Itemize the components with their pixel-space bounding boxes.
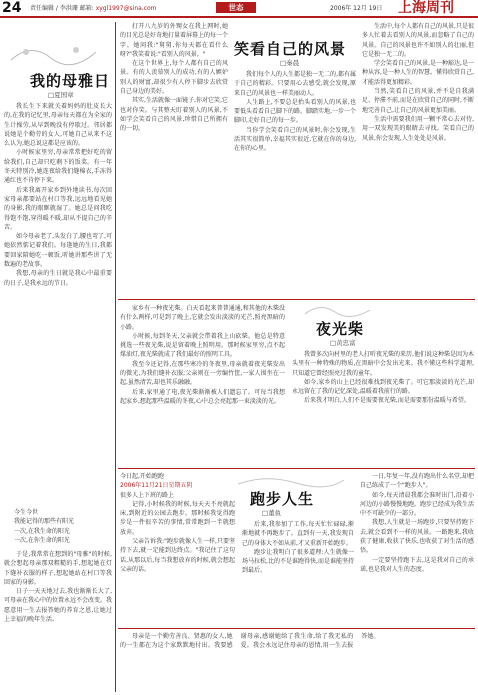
poem-line: 一次,在我生命的阳光	[14, 527, 70, 535]
paragraph: 后来我离开家乡到外地读书,每次回家母亲都要站在村口等我,远远地看见她的身影,我的眼眶就湿了。她总是问我吃得饱不饱,穿得暖不暖,却从不提自己的辛苦。	[4, 186, 112, 231]
paragraph: 后来,我参加了工作,每天忙忙碌碌,渐渐地就不再跑步了。直到有一天,我发现自己的身体大不如从前,才又重新开始跑步。	[242, 521, 354, 547]
section-divider	[118, 468, 475, 469]
article-body	[120, 22, 228, 297]
publication-brand: 上海周刊	[398, 0, 454, 16]
paragraph: 一日,年复一年,没有跑出什么名堂,却把自己练成了一个"跑步人"。	[360, 473, 474, 490]
poem-line: 今生今世	[14, 509, 39, 516]
article-title: 我的母雅日	[30, 72, 111, 90]
article-body	[4, 550, 112, 690]
article-title: 笑看自己的风景	[234, 40, 347, 58]
article-body	[4, 102, 112, 502]
article-title: 跑步人生	[250, 490, 315, 508]
paragraph: 我们每个人的人生都是独一无二的,都有属于自己的精彩。只要用心去感受,就会发现,原来自己的风景也一样美丽动人。	[234, 71, 356, 97]
article-body	[362, 22, 474, 297]
editor-info	[30, 3, 157, 12]
dateline: 今日起,开始跑跑	[120, 473, 164, 480]
paragraph: 小时候家里穷,母亲常常把好吃的留给我们,自己却只吃剩下的饭菜。有一年冬天特别冷,她连夜给我们缝棉衣,手冻得通红也不肯停下来。	[4, 149, 112, 185]
floral-decoration	[6, 40, 106, 68]
section-divider	[118, 628, 475, 629]
paragraph: 后来,家里通了电,夜光柴渐渐被人们遗忘了。可每当我想起家乡,想起那些温暖的冬夜,心中总会亮起那一束淡淡的光。	[120, 388, 285, 405]
paragraph: 记得,小时候我的时候,每天天不亮就起床,到附近的公园去跑步。那时候我觉得跑步是一件很辛苦的事情,常常跑到一半就想放弃。	[120, 500, 235, 536]
paragraph: 于是,我常常在想到的"母雅"的时候,就会想起母亲那双粗糙的手,想起她在灯下缝补衣服的样子,想起她站在村口等我回家的身影。	[4, 551, 112, 586]
paragraph: 学会笑看自己的风景,是一种豁达,是一种从容,是一种人生的智慧。懂得欣赏自己,才能活得更加精彩。	[362, 60, 474, 86]
article-title: 夜光柴	[316, 320, 365, 338]
dateline: 2006年11月21日星期五阴	[120, 482, 193, 490]
swirl-decoration	[300, 302, 390, 320]
paragraph: 打开八九岁的外甥女在我上网时,她的目光总是好奇地打量着屏幕上的每一个字。她问我:"舅舅,你每天都在看什么呀?"我笑着说:"看别人的风景。"	[120, 23, 228, 58]
paragraph: 如今,家乡的山上已经很难找到夜光柴了。可它那淡淡的光芒,却永远留在了我的记忆深处,温暖着我前行的路。	[292, 378, 474, 396]
poem	[14, 508, 112, 548]
article-author: □秦晨	[280, 59, 300, 67]
section-divider	[118, 299, 475, 300]
paragraph: 我至今还记得,在那些寒冷的冬夜里,母亲就着夜光柴发出的微光,为我们缝补衣服;父亲则在一旁编竹筐,一家人围坐在一起,虽然清苦,却也其乐融融。	[120, 360, 285, 387]
swirl-decoration	[236, 474, 346, 488]
article-author: □黄忠富	[330, 339, 356, 347]
section-label: 世态	[216, 2, 256, 13]
article-body	[120, 304, 285, 466]
paragraph: 小时候,每到冬天,父亲就会带着我上山砍柴。他总是特意挑选一些夜光柴,说是留着晚上照明用。那时候家里穷,点不起煤油灯,夜光柴就成了我们最好的照明工具。	[120, 332, 285, 359]
article-author: □夏国章	[48, 91, 74, 99]
paragraph: 母亲是一个勤劳善良、贤惠的女人,她的一生都在为这个家默默地付出。我要感谢母亲,感谢她给了我生命,给了我无私的爱。我会永远记住母亲的恩情,用一生去报答她。	[120, 633, 380, 650]
paragraph: 生活中需要我们用一颗平常心去对待,用一双发现美的眼睛去寻找。笑看自己的风景,你会发现,人生处处是风景。	[362, 115, 474, 142]
paragraph: 父亲告诉我:"跑步就像人生一样,只要坚持下去,就一定能到达终点。"我记住了这句话,从那以后,每当我想放弃的时候,就会想起父亲的话。	[120, 538, 235, 573]
article-body	[234, 70, 356, 297]
paragraph: 后来我才明白,人们不是需要夜光柴,而是需要那份温暖与希望。	[304, 397, 470, 405]
page-header	[0, 0, 478, 18]
paragraph: 人生路上,不要总是抬头看别人的风景,也要低头看看自己脚下的路。脚踏实地,一步一个脚印,走好自己的每一步。	[234, 98, 356, 125]
paragraph: 如今母亲老了,头发白了,腰也弯了,可她依然惦记着我们。每逢她的生日,我都要回家陪她吃一顿饭,听她讲那些讲了无数遍的老故事。	[4, 233, 112, 269]
paragraph: 家乡有一种夜光柴。白天看起来普普通通,和其他的木柴没有什么两样,可是到了晚上,它就会发出淡淡的光芒,照亮黑暗的小路。	[120, 305, 285, 331]
article-body	[120, 472, 235, 626]
paragraph: 一定要坚持跑下去,这是我对自己的承诺,也是我对人生的态度。	[360, 556, 474, 573]
column-rule	[115, 22, 116, 692]
issue-date: 2006年 12月 19日	[330, 5, 383, 12]
paragraph: 我想,母亲的生日就是我心中最重要的日子,是我永远的节日。	[4, 270, 112, 287]
article-body	[360, 472, 474, 626]
editor-email[interactable]: xygl1997@sina.com	[95, 5, 157, 12]
bottom-text	[120, 632, 474, 692]
paragraph: 生活中,每个人都有自己的风景,只是很多人忙着去看别人的风景,而忽略了自己的风景。自己的风景也许不如别人的壮丽,但它是独一无二的。	[362, 23, 474, 58]
paragraph: 当然,笑看自己的风景,并不是自我满足、停滞不前,而是在欣赏自己的同时,不断地完善自己,让自己的风景更加美丽。	[362, 88, 474, 114]
article-author: □董鱼	[262, 509, 282, 517]
paragraph: 日子一天天地过去,我也渐渐长大了,可母亲在我心中的位置永远不会改变。我愿意用一生去报答她的养育之恩,让她过上幸福的晚年生活。	[4, 588, 112, 624]
page-number: 24	[2, 0, 22, 16]
paragraph: 我曾多次向村里的老人打听夜光柴的来历,他们说这种柴是因为木头里有一种特殊的物质,在黑暗中会发出光来。我不懂这些科学道理,只知道它曾经照亮过我的童年。	[292, 351, 474, 377]
paragraph: 我长生下来就关着妈妈的肚皮长大的,在我的记忆里,母亲每天都在为全家的生计操劳,从早到晚没有停歇过。邻居都说她是个勤劳的女人,可她自己从来不这么认为,她总说这都是应该的。	[4, 103, 112, 148]
editor-label: 责任编辑 / 李洪珊 邮箱:	[30, 5, 94, 12]
paragraph: 其实,生活就像一面镜子,你对它笑,它也对你笑。与其整天盯着别人的风景,不如学会笑看自己的风景,珍惜自己所拥有的一切。	[120, 97, 228, 133]
paragraph: 当你学会笑看自己的风景时,你会发现,生活其实很简单,幸福其实很近,它就在你的身边,在你的心里。	[234, 126, 356, 153]
paragraph: 在这个世界上,每个人都有自己的风景。有的人羡慕别人的成功,有的人嫉妒别人的财富,却很少有人停下脚步去欣赏自己身边的美好。	[120, 60, 228, 96]
paragraph: 如今,每天清晨我都会准时出门,沿着小河边的小路慢慢地跑。跑步已经成为我生活中不可缺少的一部分。	[360, 491, 474, 518]
paragraph: 我想,人生就是一场跑步,只要坚持跑下去,就会看到不一样的风景。一路跑来,我收获了健康,收获了快乐,也收获了对生活的感悟。	[360, 519, 474, 555]
paragraph: 跑步让我明白了很多道理:人生就像一场马拉松,比的不是谁跑得快,而是谁能坚持到最后。	[242, 548, 354, 575]
poem-line: 一次,在你生命的阳光	[14, 536, 70, 544]
dateline: 很多人上下班的路上	[120, 491, 175, 499]
article-body	[292, 350, 474, 466]
poem-line: 我能记得的那些有阳光	[14, 518, 75, 526]
article-body	[242, 520, 354, 626]
